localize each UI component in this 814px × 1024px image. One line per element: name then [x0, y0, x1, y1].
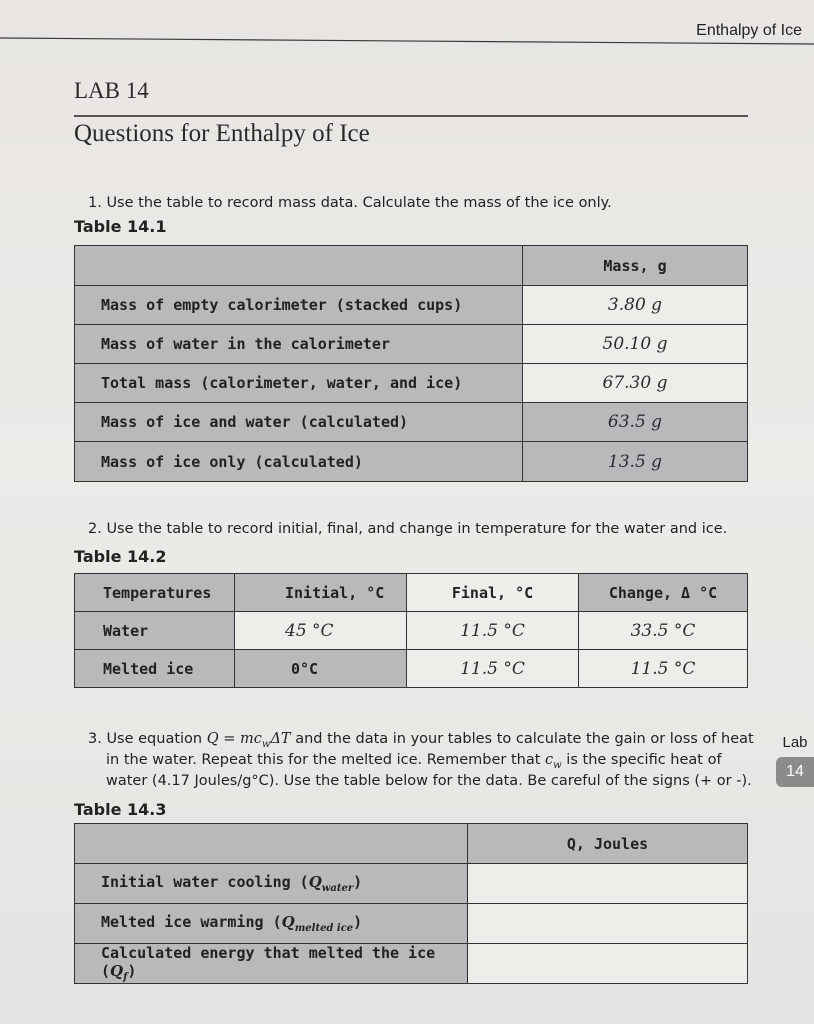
table-header-row	[75, 246, 748, 286]
table-14-3-label: Table 14.3	[74, 800, 167, 819]
page-title: Questions for Enthalpy of Ice	[74, 120, 370, 147]
table-row	[75, 612, 748, 650]
lab-tab-word: Lab	[782, 734, 808, 751]
row-label: Initial water cooling $(Q_{water})$	[75, 864, 468, 904]
mass-column-header: Mass, g	[523, 246, 748, 286]
row-label: Mass of ice and water (calculated)	[75, 403, 523, 442]
table-row	[75, 403, 748, 442]
mass-entry[interactable]: 67.30 g	[523, 364, 748, 403]
final-header: Final, °C	[407, 574, 579, 612]
q3-text-start: 3. Use equation	[88, 731, 207, 747]
table-header-row	[75, 824, 748, 864]
table-row	[75, 864, 748, 904]
temperatures-header: Temperatures	[75, 574, 235, 612]
running-header: Enthalpy of Ice	[696, 22, 802, 39]
question-1-text: 1. Use the table to record mass data. Calculate the mass of the ice only.	[88, 195, 612, 211]
row-label: Total mass (calorimeter, water, and ice)	[75, 364, 523, 403]
mass-entry[interactable]: 63.5 g	[523, 403, 748, 442]
question-2-text: 2. Use the table to record initial, final, and change in temperature for the water and ice.	[88, 521, 728, 537]
row-label: Mass of ice only (calculated)	[75, 442, 523, 482]
mass-entry[interactable]: 3.80 g	[523, 286, 748, 325]
mass-table	[74, 245, 748, 482]
row-label: Mass of empty calorimeter (stacked cups)	[75, 286, 523, 325]
change-entry[interactable]: 33.5 °C	[579, 612, 748, 650]
q-entry[interactable]	[468, 864, 748, 904]
q-entry[interactable]	[468, 944, 748, 984]
table-row	[75, 944, 748, 984]
final-entry[interactable]: 11.5 °C	[407, 650, 579, 688]
mass-entry[interactable]: 13.5 g	[523, 442, 748, 482]
table-row	[75, 650, 748, 688]
q3-text-line2a: in the water. Repeat this for the melted ice. Remember that	[106, 751, 546, 768]
header-blank-cell	[75, 246, 523, 286]
table-row	[75, 442, 748, 482]
lab-label: LAB 14	[74, 78, 149, 103]
lab-side-tab	[776, 734, 814, 787]
temperature-table	[74, 573, 748, 688]
initial-header: Initial, °C	[235, 574, 407, 612]
change-header: Change, Δ °C	[579, 574, 748, 612]
header-blank-cell	[75, 824, 468, 864]
q3-text-line3: water (4.17 Joules/g°C). Use the table below for the data. Be careful of the signs (+ or -).	[106, 772, 752, 789]
final-entry[interactable]: 11.5 °C	[407, 612, 579, 650]
table-14-2-label: Table 14.2	[74, 547, 167, 566]
q-entry[interactable]	[468, 904, 748, 944]
row-label: Mass of water in the calorimeter	[75, 325, 523, 364]
table-row	[75, 904, 748, 944]
table-row	[75, 286, 748, 325]
row-label: Melted ice warming $(Q_{melted ice})$	[75, 904, 468, 944]
equation: $Q = mc_w\Delta T$	[206, 731, 291, 750]
row-label: Water	[75, 612, 235, 650]
q3-text-line1: and the data in your tables to calculate the gain or loss of heat	[290, 731, 754, 747]
table-row	[75, 325, 748, 364]
heat-table	[74, 823, 748, 984]
question-3-text	[88, 730, 768, 791]
lab-tab-number: 14	[776, 757, 814, 787]
table-header-row	[75, 574, 748, 612]
change-entry[interactable]: 11.5 °C	[579, 650, 748, 688]
specific-heat-symbol: $c_w$	[545, 751, 562, 771]
q3-text-line2b: is the specific heat of	[561, 751, 722, 768]
initial-entry: 0°C	[235, 650, 407, 688]
title-rule	[74, 115, 748, 117]
table-row	[75, 364, 748, 403]
initial-entry[interactable]: 45 °C	[235, 612, 407, 650]
table-14-1-label: Table 14.1	[74, 217, 167, 236]
header-rule	[0, 36, 814, 46]
row-label: Calculated energy that melted the ice $(Q_f)$	[75, 944, 468, 984]
row-label: Melted ice	[75, 650, 235, 688]
q-joules-header: Q, Joules	[468, 824, 748, 864]
mass-entry[interactable]: 50.10 g	[523, 325, 748, 364]
